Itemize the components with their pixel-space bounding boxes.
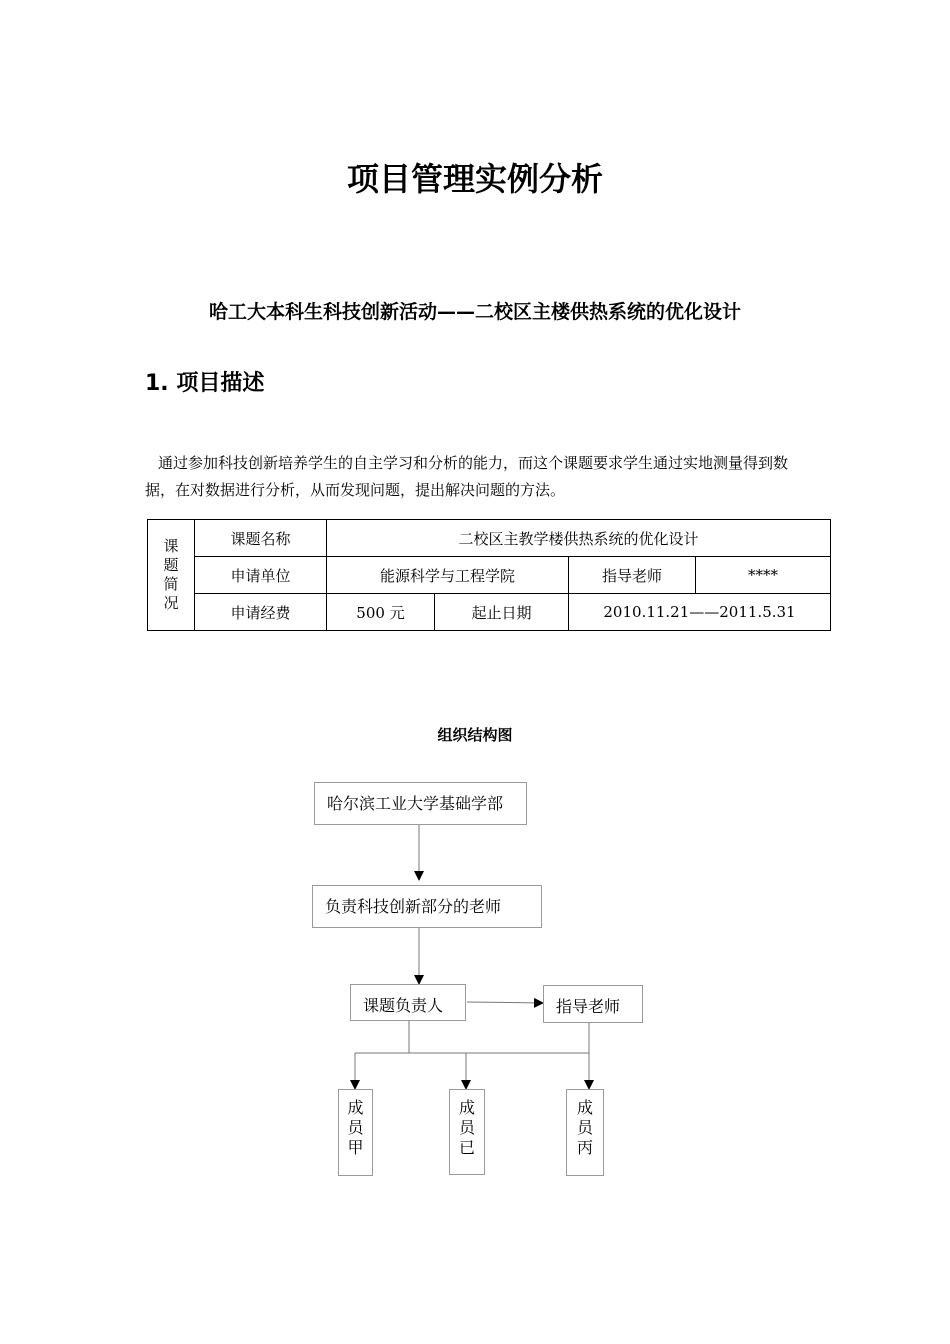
section-heading: 1. 项目描述 xyxy=(145,371,265,396)
org-node-member-a xyxy=(338,1089,373,1176)
side-label-char: 况 xyxy=(163,594,179,612)
connector-leader-to-advisor xyxy=(467,1002,543,1003)
member-char: 丙 xyxy=(576,1138,593,1157)
dates-label: 起止日期 xyxy=(435,594,569,631)
org-node-leader: 课题负责人 xyxy=(350,984,466,1021)
member-char: 成 xyxy=(347,1098,364,1117)
side-label-char: 简 xyxy=(163,575,179,593)
dates-value: 2010.11.21——2011.5.31 xyxy=(569,594,831,631)
document-title: 项目管理实例分析 xyxy=(346,160,603,198)
org-node-member-b xyxy=(449,1089,485,1175)
member-char: 员 xyxy=(458,1118,475,1137)
unit-value: 能源科学与工程学院 xyxy=(327,557,569,594)
member-char: 成 xyxy=(576,1098,593,1117)
advisor-label: 指导老师 xyxy=(569,557,696,594)
org-node-advisor: 指导老师 xyxy=(543,985,643,1023)
side-label-char: 题 xyxy=(163,556,179,574)
member-char: 甲 xyxy=(347,1138,364,1157)
advisor-value: **** xyxy=(696,557,831,594)
member-char: 已 xyxy=(458,1138,475,1157)
org-node-root: 哈尔滨工业大学基础学部 xyxy=(314,782,527,825)
member-char: 员 xyxy=(347,1118,364,1137)
topic-name-label: 课题名称 xyxy=(195,520,327,557)
topic-name-value: 二校区主教学楼供热系统的优化设计 xyxy=(327,520,831,557)
unit-label: 申请单位 xyxy=(195,557,327,594)
org-node-member-c xyxy=(566,1089,604,1176)
description-text: 通过参加科技创新培养学生的自主学习和分析的能力，而这个课题要求学生通过实地测量得到数据，在对数据进行分析，从而发现问题，提出解决问题的方法。 xyxy=(145,454,789,499)
org-chart-title: 组织结构图 xyxy=(437,726,513,744)
org-node-teacher: 负责科技创新部分的老师 xyxy=(312,885,542,928)
member-char: 员 xyxy=(576,1118,593,1137)
funding-value: 500 元 xyxy=(327,594,435,631)
document-subtitle: 哈工大本科生科技创新活动——二校区主楼供热系统的优化设计 xyxy=(208,301,741,323)
side-label-char: 课 xyxy=(163,537,179,555)
funding-label: 申请经费 xyxy=(195,594,327,631)
member-char: 成 xyxy=(458,1098,475,1117)
